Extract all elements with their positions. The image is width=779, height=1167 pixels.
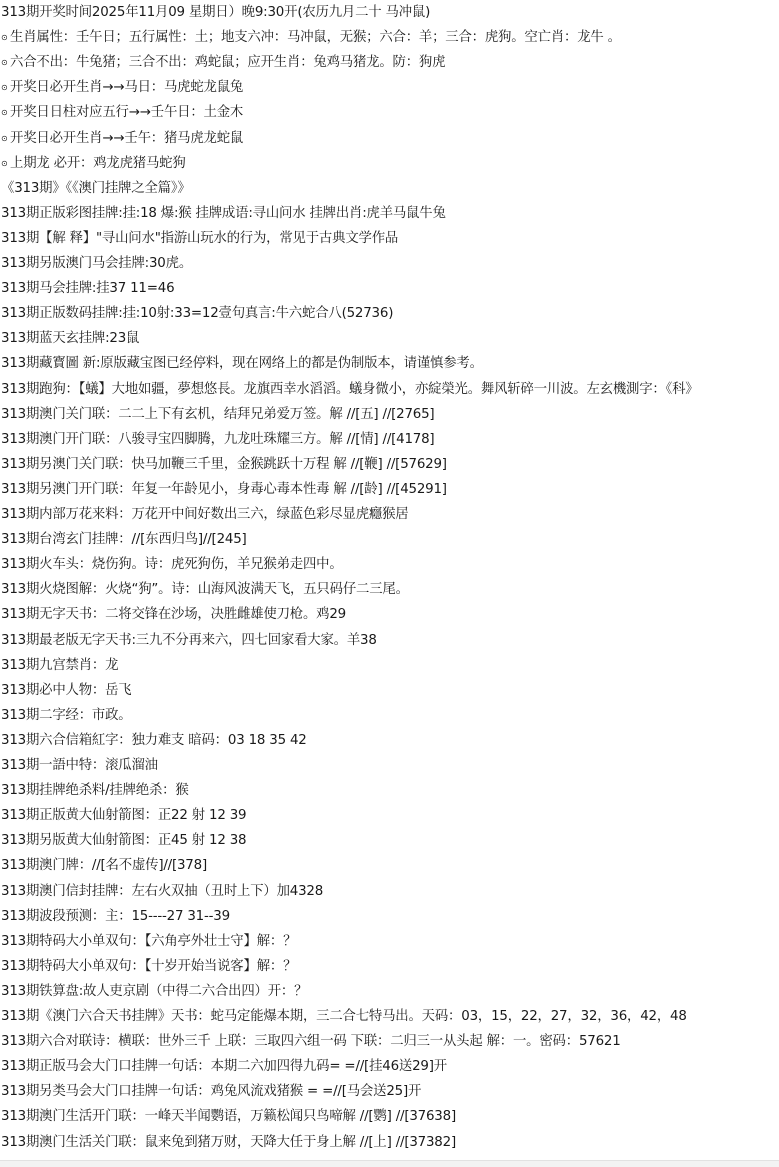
text-line xyxy=(1,678,131,703)
text-line xyxy=(1,402,434,427)
line-text: 开奖日必开生肖→→马日：马虎蛇龙鼠兔 xyxy=(10,80,244,96)
line-text: 313期九宫禁肖：龙 xyxy=(1,657,119,673)
text-line xyxy=(1,502,409,527)
line-text: 313期开奖时间2025年11月09 星期日）晚9:30开(农历九月二十 马冲鼠) xyxy=(1,5,431,20)
line-text: 313期特码大小单双句：【十岁开始当说客】解：？ xyxy=(1,958,297,974)
text-line xyxy=(1,1130,456,1155)
bullet-icon: ⊙ xyxy=(1,83,8,93)
line-text: 313期必中人物：岳飞 xyxy=(1,682,132,698)
line-text: 313期内部万花来料：万花开中间好数出三六，绿蓝色彩尽显虎癮猴居 xyxy=(1,507,409,522)
line-text: 313期无字天书：二将交锋在沙场，决胜雌雄使刀枪。鸡29 xyxy=(1,607,346,623)
line-text: 313期另澳门关门联：快马加鞭三千里，金猴跳跃十万程 解 //[鞭] //[57629] xyxy=(1,456,447,472)
text-line xyxy=(1,853,207,878)
text-line xyxy=(1,954,296,979)
line-text: 313期火烧图解：火烧“狗”。诗：山海风波满天飞，五只码仔二三尾。 xyxy=(1,582,409,598)
text-line xyxy=(1,979,307,1004)
text-line xyxy=(1,1004,687,1029)
text-line xyxy=(1,602,346,627)
line-text: 《313期》《《澳门挂牌之全篇》》 xyxy=(1,180,191,196)
text-line xyxy=(1,628,377,653)
bullet-icon: ⊙ xyxy=(1,158,8,168)
line-text: 313期挂牌绝杀料/挂牌绝杀：猴 xyxy=(1,783,189,799)
line-text: 313期澳门牌：//[名不虚传]//[378] xyxy=(1,858,207,874)
text-line xyxy=(1,904,230,929)
text-line xyxy=(1,552,343,577)
text-line xyxy=(1,251,192,276)
line-text: 313期台湾玄门挂牌：//[东西归鸟]//[245] xyxy=(1,532,247,548)
text-line xyxy=(1,879,323,904)
text-line xyxy=(1,351,483,376)
line-text: 开奖日日柱对应五行→→壬午日：土金木 xyxy=(10,105,244,121)
text-line xyxy=(1,1104,456,1129)
bullet-icon: ⊙ xyxy=(1,108,8,118)
line-text: 313期澳门生活开门联：一峰天半闻鹦语，万籁松闻只鸟啼解 //[鹦] //[37638] xyxy=(1,1109,456,1125)
text-line xyxy=(1,1029,621,1054)
line-text: 313期铁算盘:故人吏京剧（中得二六合出四）开：？ xyxy=(1,983,308,999)
bullet-icon: ⊙ xyxy=(1,33,8,43)
line-text: 313期《澳门六合天书挂牌》天书：蛇马定能爆本期，三二合七特马出。天码：03，15，22，27，32，36，42，48 xyxy=(1,1009,687,1024)
line-text: 313期澳门开门联：八骏寻宝四脚腾，九龙吐珠耀三方。解 //[情] //[4178] xyxy=(1,431,435,447)
text-line xyxy=(1,50,445,75)
text-line xyxy=(1,151,186,176)
text-line xyxy=(1,301,393,326)
text-line xyxy=(1,427,434,452)
text-line xyxy=(1,577,409,602)
bullet-icon: ⊙ xyxy=(1,58,8,68)
line-text: 313期二字经：市政。 xyxy=(1,707,132,723)
text-line xyxy=(1,126,243,151)
line-text: 313期六合对联诗：横联：世外三千 上联：三取四六组一码 下联：二归三一从头起 解：一。密码：57621 xyxy=(1,1034,621,1050)
line-text: 313期正版马会大门口挂牌一句话：本期二六加四得九码= =//[挂46送29]开 xyxy=(1,1059,447,1075)
line-text: 313期一語中特：滚瓜溜油 xyxy=(1,758,158,773)
text-line xyxy=(1,452,447,477)
text-line xyxy=(1,276,174,301)
line-text: 313期澳门信封挂牌：左右火双抽（丑时上下）加4328 xyxy=(1,883,324,899)
bullet-icon: ⊙ xyxy=(1,133,8,143)
line-text: 313期正版数码挂牌:挂:10射:33=12壹句真言:牛六蛇合八(52736) xyxy=(1,306,394,322)
line-text: 313期马会挂牌:挂37 11=46 xyxy=(1,281,175,297)
text-line xyxy=(1,477,447,502)
text-line xyxy=(1,753,158,778)
text-line xyxy=(1,929,296,954)
line-text: 313期特码大小单双句：【六角亭外壮士守】解：？ xyxy=(1,933,297,949)
line-text: 313期另澳门开门联：年复一年龄见小，身毒心毒本性毒 解 //[龄] //[45291] xyxy=(1,481,447,497)
text-line xyxy=(1,703,131,728)
text-line xyxy=(1,1079,421,1104)
line-text: 313期蓝天玄挂牌:23鼠 xyxy=(1,331,140,347)
text-line xyxy=(1,653,118,678)
line-text: 上期龙 必开：鸡龙虎猪马蛇狗 xyxy=(10,155,186,171)
text-line xyxy=(1,326,139,351)
line-text: 313期正版彩图挂牌:挂:18 爆:猴 挂牌成语:寻山问水 挂牌出肖:虎羊马鼠牛兔 xyxy=(1,205,446,221)
text-line xyxy=(1,25,621,50)
line-text: 开奖日必开生肖→→壬午：猪马虎龙蛇鼠 xyxy=(10,130,244,146)
line-text: 313期最老版无字天书:三九不分再来六，四七回家看大家。羊38 xyxy=(1,632,377,648)
line-text: 313期另类马会大门口挂牌一句话：鸡兔风流戏猪猴 = =//[马会送25]开 xyxy=(1,1084,422,1100)
line-text: 313期火车头：烧伤狗。诗：虎死狗伤，羊兄猴弟走四中。 xyxy=(1,557,343,573)
line-text: 313期另版黄大仙射箭图：正45 射 12 38 xyxy=(1,833,247,849)
line-text: 313期六合信箱紅字：独力难支 暗码：03 18 35 42 xyxy=(1,732,307,748)
line-text: 生肖属性：壬午日；五行属性：土；地支六冲：马冲鼠，无猴；六合：羊；三合：虎狗。空亡肖：龙牛 。 xyxy=(10,30,621,46)
line-text: 313期澳门关门联：二二上下有玄机，结拜兄弟爱万签。解 //[五] //[2765] xyxy=(1,406,435,422)
text-line xyxy=(1,377,698,402)
line-text: 313期波段预测：主：15----27 31--39 xyxy=(1,908,230,924)
line-text: 313期【解 释】"寻山问水"指游山玩水的行为，常见于古典文学作品 xyxy=(1,230,399,246)
line-text: 313期正版黄大仙射箭图：正22 射 12 39 xyxy=(1,808,247,824)
text-line xyxy=(1,527,247,552)
text-line xyxy=(1,778,189,803)
text-line xyxy=(1,828,246,853)
line-text: 313期藏寳圖 新:原版藏宝图已经停料，现在网络上的都是伪制版本，请谨慎参考。 xyxy=(1,356,483,372)
text-line xyxy=(1,176,191,201)
line-text: 313期澳门生活关门联：鼠来兔到猪万财，天降大任于身上解 //[上] //[37382] xyxy=(1,1134,456,1150)
line-text: 313期跑狗：【蟻】大地如疆，夢想悠長。龙旗西幸水滔滔。蟻身微小，亦綻榮光。舞风斩碎一川波。左玄機測字：《科》 xyxy=(1,381,699,397)
text-line xyxy=(1,226,398,251)
text-line xyxy=(1,100,243,125)
text-line xyxy=(1,75,243,100)
text-line xyxy=(1,803,246,828)
line-text: 六合不出：牛兔猪；三合不出：鸡蛇鼠；应开生肖：兔鸡马猪龙。防：狗虎 xyxy=(10,55,446,71)
text-line xyxy=(1,201,446,226)
text-line xyxy=(1,1054,447,1079)
text-line xyxy=(1,728,307,753)
text-line xyxy=(1,0,430,25)
line-text: 313期另版澳门马会挂牌:30虎。 xyxy=(1,256,193,271)
